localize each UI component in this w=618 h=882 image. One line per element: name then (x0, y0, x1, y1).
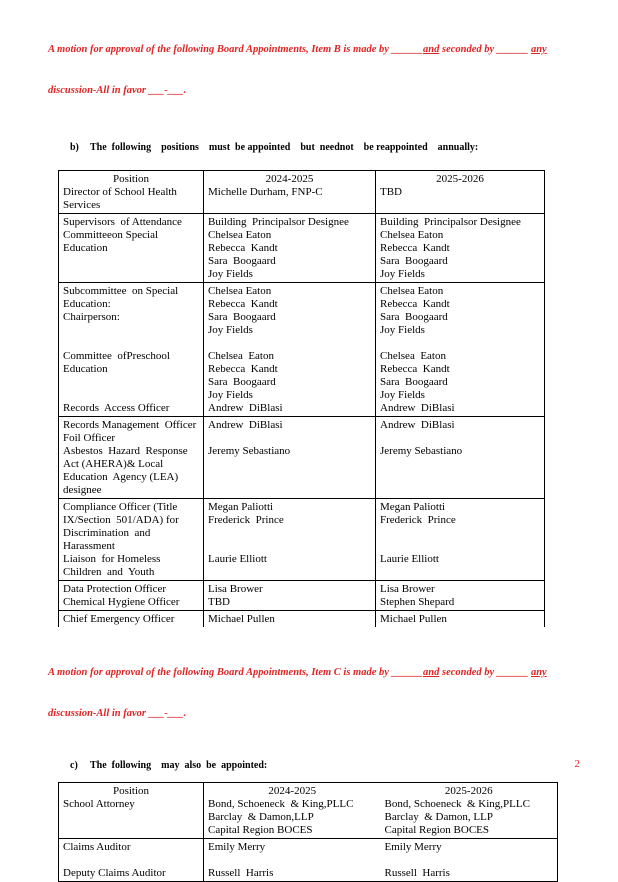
table-row (59, 417, 545, 499)
table-row (59, 499, 545, 581)
table-cell (59, 581, 204, 611)
cell-text-line: Records Management Officer (63, 419, 197, 431)
cell-text-line: Chairperson: (63, 311, 120, 323)
cell-text-line (208, 484, 371, 497)
cell-text-line (63, 811, 199, 824)
cell-text-line: Liaison for Homeless (63, 553, 161, 565)
cell-text-line (380, 540, 540, 553)
text-segment: ______ (496, 667, 529, 678)
table-cell (204, 581, 376, 611)
column-header: 2024-2025 (268, 785, 317, 797)
column-header: 2025-2026 (436, 173, 484, 185)
cell-text-line: Education (63, 363, 108, 375)
cell-text-line (63, 824, 199, 837)
table-cell (59, 783, 204, 839)
table-cell (204, 499, 376, 581)
cell-text-line: Joy Fields (208, 268, 253, 280)
table-row (59, 783, 558, 839)
cell-text-line: TBD (380, 186, 402, 198)
cell-text-line: Stephen Shepard (380, 596, 455, 608)
text-segment: ___-___ (148, 707, 184, 719)
motion-paragraph-item-b (48, 16, 580, 124)
motion-c-line-1 (48, 666, 580, 680)
text-segment: ___-___ (148, 84, 184, 96)
cell-text-line: Andrew DiBlasi (380, 402, 455, 414)
cell-text-line: Megan Paliotti (208, 501, 274, 513)
table-cell (204, 171, 376, 214)
cell-text-line: Chelsea Eaton (208, 285, 272, 297)
table-cell (204, 283, 376, 417)
cell-text-line: Emily Merry (208, 841, 266, 853)
cell-text-line: Building Principalsor Designee (380, 216, 521, 228)
cell-text-line (208, 854, 377, 867)
item-c-label: c) (70, 760, 78, 771)
text-segment: A motion for approval of the following Board Appointments, Item B is made by (48, 44, 392, 55)
item-c-heading (70, 759, 580, 772)
table-cell (204, 611, 376, 628)
cell-text-line: Andrew DiBlasi (208, 419, 283, 431)
cell-text-line (380, 337, 540, 350)
cell-text-line: Building Principalsor Designee (208, 216, 349, 228)
cell-text-line: Laurie Elliott (208, 553, 267, 565)
table-cell (376, 214, 545, 283)
cell-text-line: Asbestos Hazard Response (63, 445, 188, 457)
text-segment: . (183, 84, 187, 96)
cell-text-line (208, 527, 371, 540)
cell-text-line (380, 458, 540, 471)
appointments-table-b-body (59, 171, 545, 628)
cell-text-line: Emily Merry (384, 841, 442, 853)
cell-text-line: School Attorney (63, 798, 135, 810)
cell-text-line: Services (63, 199, 101, 211)
table-cell (381, 783, 558, 839)
cell-text-line: Education (63, 242, 108, 254)
cell-text-line: Sara Boogaard (380, 376, 448, 388)
cell-text-line: Russell Harris (208, 867, 274, 879)
cell-text-line: Michael Pullen (380, 613, 447, 625)
text-segment: ______ (391, 44, 424, 55)
cell-text-line (208, 566, 371, 579)
item-b-label: b) (70, 142, 79, 153)
underlined-text: any (530, 667, 547, 678)
cell-text-line: Frederick Prince (380, 514, 456, 526)
cell-text-line: Compliance Officer (Title (63, 501, 178, 513)
cell-text-line: Barclay & Damon, LLP (384, 811, 493, 823)
cell-text-line: Barclay & Damon,LLP (208, 811, 314, 823)
cell-text-line: IX/Section 501/ADA) for (63, 514, 179, 526)
cell-text-line: Rebecca Kandt (208, 298, 278, 310)
cell-text-line: Supervisors of Attendance (63, 216, 182, 228)
cell-text-line: Sara Boogaard (208, 255, 276, 267)
text-segment: ______ (391, 667, 424, 678)
cell-text-line: Director of School Health (63, 186, 177, 198)
text-segment: seconded by (439, 44, 497, 55)
cell-text-line: Rebecca Kandt (380, 363, 450, 375)
cell-text-line (63, 337, 199, 350)
appointments-table-c-body (59, 783, 558, 882)
text-segment: A motion for approval of the following Board Appointments, Item C is made by (48, 667, 392, 678)
text-segment: ______ (496, 44, 529, 55)
page-number: 2 (574, 758, 580, 770)
cell-text-line: Education Agency (LEA) (63, 471, 179, 483)
appointments-table-item-c (58, 782, 558, 882)
cell-text-line: Lisa Brower (380, 583, 435, 595)
cell-text-line: Records Access Officer (63, 402, 170, 414)
cell-text-line: Jeremy Sebastiano (208, 445, 291, 457)
cell-text-line: Discrimination and (63, 527, 151, 539)
column-header: 2025-2026 (444, 785, 493, 797)
cell-text-line: Sara Boogaard (208, 376, 276, 388)
table-cell (204, 783, 381, 839)
table-cell (59, 611, 204, 628)
cell-text-line: Michael Pullen (208, 613, 275, 625)
table-cell (376, 611, 545, 628)
item-b-heading (70, 141, 580, 154)
motion-paragraph-item-c (48, 639, 580, 747)
cell-text-line: Russell Harris (384, 867, 450, 879)
cell-text-line: Laurie Elliott (380, 553, 439, 565)
cell-text-line: Deputy Claims Auditor (63, 867, 166, 879)
table-cell (204, 417, 376, 499)
table-cell (59, 283, 204, 417)
cell-text-line: Sara Boogaard (380, 255, 448, 267)
cell-text-line: Children and Youth (63, 566, 155, 578)
cell-text-line: designee (63, 484, 102, 496)
cell-text-line: Joy Fields (380, 324, 425, 336)
item-c-text: The following may also be appointed: (90, 760, 268, 771)
cell-text-line: Jeremy Sebastiano (380, 445, 463, 457)
cell-text-line: Rebecca Kandt (208, 363, 278, 375)
table-cell (59, 839, 204, 882)
cell-text-line: Chelsea Eaton (380, 229, 444, 241)
cell-text-line (63, 324, 199, 337)
table-cell (204, 214, 376, 283)
table-cell (376, 283, 545, 417)
cell-text-line: Foil Officer (63, 432, 116, 444)
cell-text-line: Frederick Prince (208, 514, 284, 526)
cell-text-line: Michelle Durham, FNP-C (208, 186, 323, 198)
table-cell (376, 417, 545, 499)
column-header: 2024-2025 (265, 173, 314, 185)
cell-text-line: Chelsea Eaton (208, 229, 272, 241)
cell-text-line: Joy Fields (208, 324, 253, 336)
table-row (59, 283, 545, 417)
cell-text-line (380, 566, 540, 579)
table-row (59, 611, 545, 628)
underlined-text: any (530, 44, 547, 55)
cell-text-line: Education: (63, 298, 111, 310)
cell-text-line: Joy Fields (380, 389, 425, 401)
cell-text-line (208, 432, 371, 445)
text-segment: discussion-All in favor (48, 707, 149, 719)
cell-text-line: Subcommittee on Special (63, 285, 179, 297)
motion-c-line-2 (48, 707, 580, 721)
cell-text-line (380, 432, 540, 445)
text-segment: discussion-All in favor (48, 84, 149, 96)
cell-text-line: Sara Boogaard (380, 311, 448, 323)
table-cell (59, 417, 204, 499)
cell-text-line: Committee ofPreschool (63, 350, 170, 362)
cell-text-line: Rebecca Kandt (208, 242, 278, 254)
table-row (59, 839, 558, 882)
table-cell (381, 839, 558, 882)
underlined-text: and (423, 667, 440, 678)
cell-text-line (208, 337, 371, 350)
cell-text-line: Harassment (63, 540, 115, 552)
cell-text-line: Capital Region BOCES (384, 824, 489, 836)
cell-text-line: Bond, Schoeneck & King,PLLC (208, 798, 354, 810)
table-cell (376, 499, 545, 581)
table-row (59, 214, 545, 283)
table-row (59, 171, 545, 214)
table-row (59, 581, 545, 611)
cell-text-line: Chelsea Eaton (380, 285, 444, 297)
cell-text-line (208, 471, 371, 484)
column-header: Position (112, 785, 150, 797)
cell-text-line: Chief Emergency Officer (63, 613, 175, 625)
cell-text-line (63, 389, 199, 402)
cell-text-line (208, 540, 371, 553)
cell-text-line: Andrew DiBlasi (380, 419, 455, 431)
table-cell (59, 214, 204, 283)
cell-text-line: Claims Auditor (63, 841, 131, 853)
table-cell (376, 171, 545, 214)
cell-text-line: Lisa Brower (208, 583, 263, 595)
table-cell (59, 171, 204, 214)
cell-text-line (380, 527, 540, 540)
cell-text-line: Chelsea Eaton (208, 350, 274, 362)
cell-text-line (63, 854, 199, 867)
cell-text-line: Sara Boogaard (208, 311, 276, 323)
cell-text-line (380, 471, 540, 484)
cell-text-line (385, 854, 554, 867)
cell-text-line: Bond, Schoeneck & King,PLLC (384, 798, 530, 810)
motion-b-line-2 (48, 84, 580, 98)
text-segment: seconded by (439, 667, 497, 678)
item-b-text: The following positions must be appointed but neednot be reappointed annually: (90, 142, 479, 153)
table-cell (376, 581, 545, 611)
table-cell (59, 499, 204, 581)
cell-text-line: Data Protection Officer (63, 583, 167, 595)
cell-text-line: Rebecca Kandt (380, 298, 450, 310)
cell-text-line: Capital Region BOCES (208, 824, 313, 836)
cell-text-line: Joy Fields (208, 389, 253, 401)
cell-text-line: Megan Paliotti (380, 501, 446, 513)
column-header: Position (112, 173, 150, 185)
motion-b-line-1 (48, 43, 580, 57)
text-segment: . (183, 707, 187, 719)
cell-text-line: Chemical Hygiene Officer (63, 596, 180, 608)
cell-text-line: Joy Fields (380, 268, 425, 280)
cell-text-line: Andrew DiBlasi (208, 402, 283, 414)
cell-text-line: Committeeon Special (63, 229, 159, 241)
cell-text-line: TBD (208, 596, 230, 608)
cell-text-line: Act (AHERA)& Local (63, 458, 164, 470)
table-cell (204, 839, 381, 882)
cell-text-line (380, 484, 540, 497)
cell-text-line: Chelsea Eaton (380, 350, 446, 362)
underlined-text: and (423, 44, 440, 55)
cell-text-line: Rebecca Kandt (380, 242, 450, 254)
appointments-table-item-b (58, 170, 545, 627)
cell-text-line (208, 458, 371, 471)
cell-text-line (63, 376, 199, 389)
